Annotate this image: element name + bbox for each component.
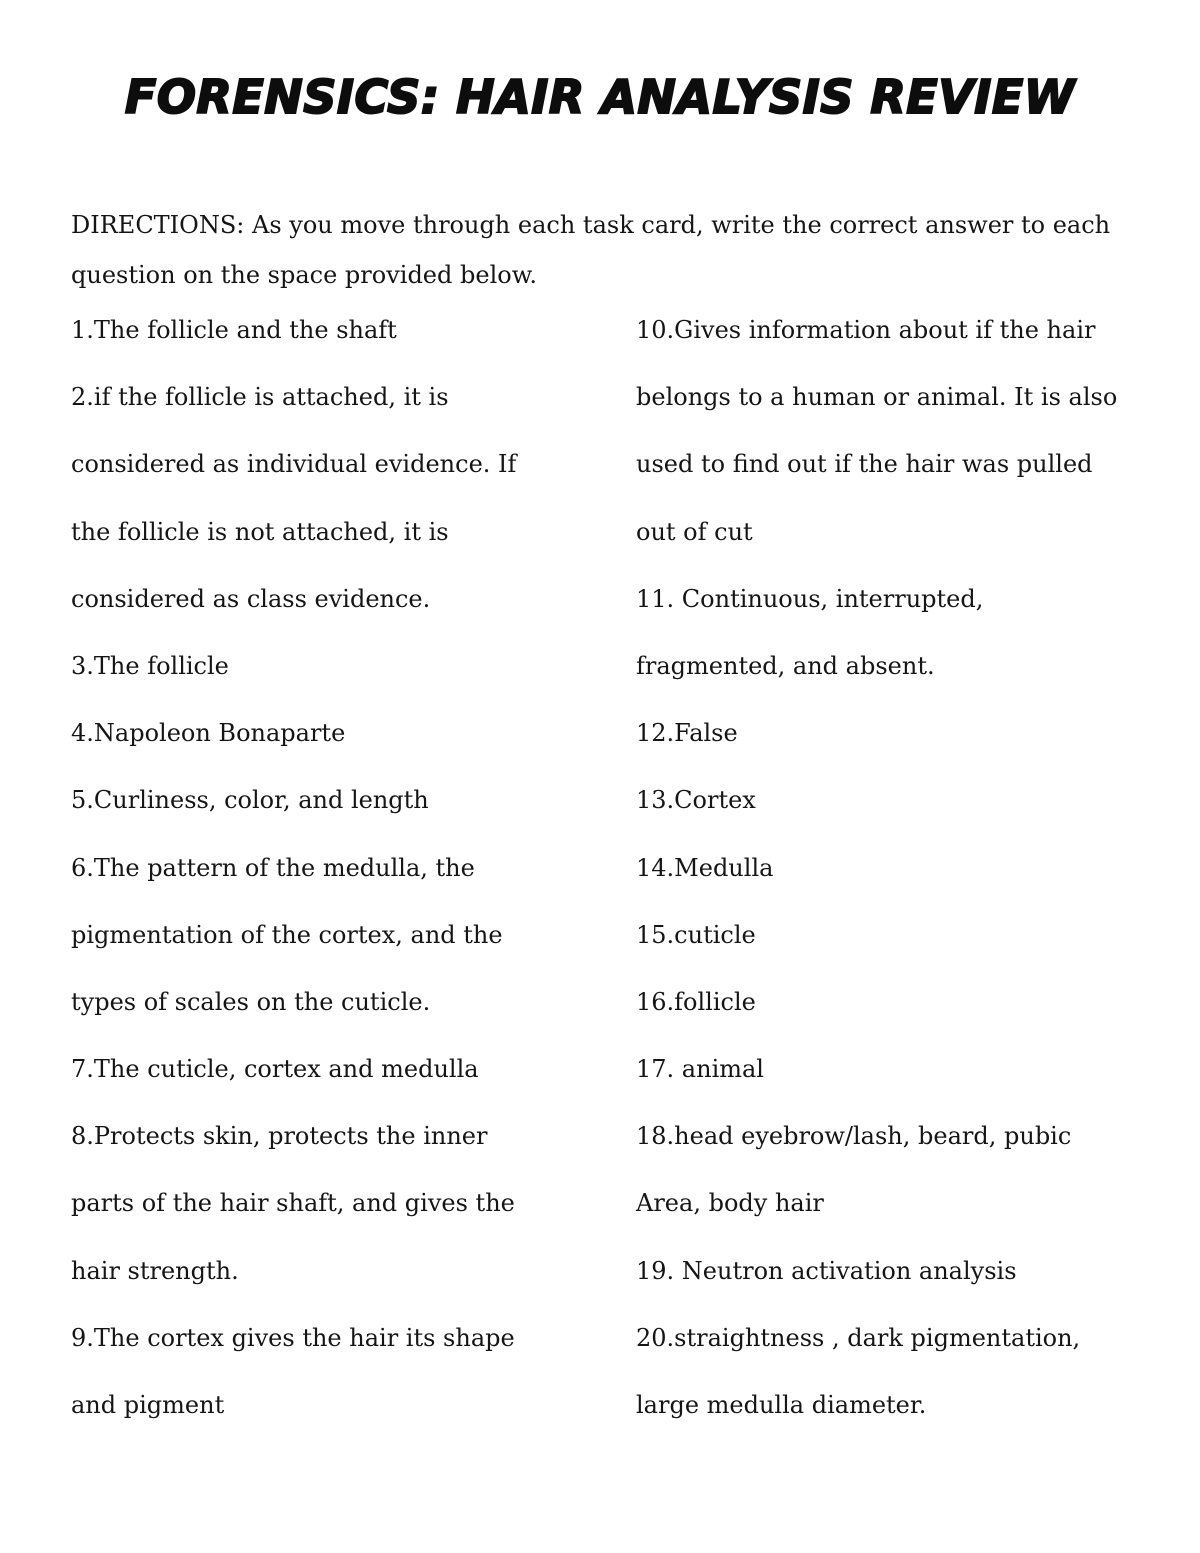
directions-text: DIRECTIONS: As you move through each task card, write the correct answer to each question on the space provided below. (71, 211, 1111, 289)
answer-line: 16.follicle (636, 987, 756, 1016)
answer-line: 20.straightness , dark pigmentation, (636, 1323, 1081, 1352)
answers-right-column (636, 303, 1176, 1445)
answer-line: fragmented, and absent. (636, 651, 935, 680)
answer-line: out of cut (636, 517, 753, 546)
answer-line: pigmentation of the cortex, and the (71, 920, 503, 949)
answer-line: 14.Medulla (636, 853, 774, 882)
answer-line: belongs to a human or animal. It is also (636, 383, 1118, 412)
answer-line: and pigment (71, 1391, 225, 1419)
answer-line: 1.The follicle and the shaft (71, 316, 397, 344)
answer-line: 9.The cortex gives the hair its shape (71, 1323, 515, 1352)
answer-line: considered as individual evidence. If (71, 450, 517, 479)
answer-line: 5.Curliness, color, and length (71, 786, 429, 815)
answer-line: 13.Cortex (636, 786, 756, 815)
answer-line: used to find out if the hair was pulled (636, 450, 1093, 479)
answer-line: considered as class evidence. (71, 584, 431, 613)
answer-line: 11. Continuous, interrupted, (636, 584, 984, 613)
page-title: FORENSICS: HAIR ANALYSIS REVIEW (124, 70, 1076, 124)
answer-line: 7.The cuticle, cortex and medulla (71, 1055, 479, 1084)
answer-line: 12.False (636, 719, 738, 748)
answer-line: 19. Neutron activation analysis (636, 1256, 1017, 1285)
answer-line: 6.The pattern of the medulla, the (71, 853, 475, 882)
answer-line: 15.cuticle (636, 920, 756, 949)
answer-line: large medulla diameter. (636, 1391, 927, 1419)
answer-line: 18.head eyebrow/lash, beard, pubic (636, 1122, 1072, 1151)
answer-line: Area, body hair (636, 1189, 824, 1218)
answer-line: the follicle is not attached, it is (71, 517, 449, 546)
answer-line: 8.Protects skin, protects the inner (71, 1122, 488, 1151)
answer-line: 3.The follicle (71, 651, 229, 680)
answer-line: 4.Napoleon Bonaparte (71, 719, 346, 748)
answers-left-column (71, 303, 611, 1445)
answer-line: 10.Gives information about if the hair (636, 316, 1096, 344)
answer-line: hair strength. (71, 1256, 239, 1285)
answer-line: 2.if the follicle is attached, it is (71, 383, 449, 412)
answer-line: types of scales on the cuticle. (71, 987, 431, 1016)
answer-line: 17. animal (636, 1055, 764, 1084)
answer-line: parts of the hair shaft, and gives the (71, 1189, 515, 1218)
